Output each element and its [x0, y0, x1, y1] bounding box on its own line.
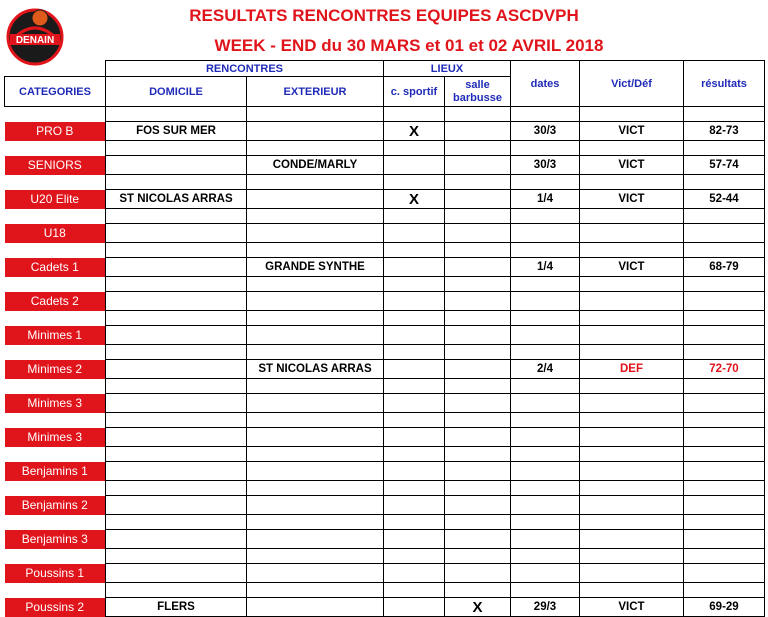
exterieur-cell — [247, 462, 384, 481]
spacer-cell — [580, 481, 684, 496]
header-salle-barbusse: salle barbusse — [445, 77, 511, 107]
c-sportif-cell — [384, 258, 445, 277]
domicile-cell — [106, 292, 247, 311]
spacer-cell — [445, 345, 511, 360]
category-cell: Minimes 1 — [5, 326, 106, 345]
exterieur-cell: GRANDE SYNTHE — [247, 258, 384, 277]
spacer-cell — [5, 243, 106, 258]
spacer-cell — [106, 379, 247, 394]
spacer-cell — [106, 447, 247, 462]
table-spacer-row — [5, 311, 765, 326]
category-cell: Minimes 3 — [5, 394, 106, 413]
spacer-cell — [684, 345, 765, 360]
category-cell: Minimes 3 — [5, 428, 106, 447]
date-cell: 1/4 — [511, 258, 580, 277]
spacer-cell — [684, 447, 765, 462]
c-sportif-cell — [384, 496, 445, 515]
spacer-cell — [384, 277, 445, 292]
spacer-cell — [511, 107, 580, 122]
spacer-cell — [445, 243, 511, 258]
vict-def-cell: VICT — [580, 122, 684, 141]
spacer-cell — [247, 141, 384, 156]
category-cell: U20 Elite — [5, 190, 106, 209]
table-spacer-row — [5, 243, 765, 258]
spacer-cell — [511, 243, 580, 258]
date-cell: 30/3 — [511, 156, 580, 175]
spacer-cell — [5, 515, 106, 530]
salle-barbusse-cell — [445, 156, 511, 175]
table-spacer-row — [5, 583, 765, 598]
table-row — [5, 258, 765, 277]
result-cell: 69-29 — [684, 598, 765, 617]
spacer-cell — [684, 379, 765, 394]
exterieur-cell — [247, 292, 384, 311]
category-cell: U18 — [5, 224, 106, 243]
table-row — [5, 462, 765, 481]
domicile-cell — [106, 224, 247, 243]
vict-def-cell: VICT — [580, 258, 684, 277]
spacer-cell — [511, 209, 580, 224]
header-rencontres: RENCONTRES — [106, 61, 384, 77]
category-cell: PRO B — [5, 122, 106, 141]
exterieur-cell — [247, 428, 384, 447]
date-cell — [511, 462, 580, 481]
date-cell: 1/4 — [511, 190, 580, 209]
salle-barbusse-cell — [445, 530, 511, 549]
spacer-cell — [511, 515, 580, 530]
spacer-cell — [511, 277, 580, 292]
spacer-cell — [580, 447, 684, 462]
c-sportif-cell — [384, 530, 445, 549]
spacer-cell — [247, 277, 384, 292]
spacer-cell — [445, 549, 511, 564]
category-cell: Poussins 2 — [5, 598, 106, 617]
spacer-cell — [511, 583, 580, 598]
spacer-cell — [5, 209, 106, 224]
page-title: RESULTATS RENCONTRES EQUIPES ASCDVPH — [189, 6, 579, 25]
spacer-cell — [384, 243, 445, 258]
spacer-cell — [5, 311, 106, 326]
category-cell: Poussins 1 — [5, 564, 106, 583]
spacer-cell — [445, 311, 511, 326]
table-spacer-row — [5, 107, 765, 122]
spacer-cell — [106, 175, 247, 190]
spacer-cell — [580, 379, 684, 394]
spacer-cell — [247, 175, 384, 190]
table-spacer-row — [5, 413, 765, 428]
spacer-cell — [684, 277, 765, 292]
date-cell — [511, 394, 580, 413]
exterieur-cell: CONDE/MARLY — [247, 156, 384, 175]
salle-barbusse-cell — [445, 462, 511, 481]
domicile-cell — [106, 530, 247, 549]
date-cell — [511, 564, 580, 583]
spacer-cell — [511, 141, 580, 156]
result-cell — [684, 530, 765, 549]
exterieur-cell — [247, 122, 384, 141]
spacer-cell — [247, 311, 384, 326]
spacer-cell — [384, 549, 445, 564]
vict-def-cell: VICT — [580, 156, 684, 175]
table-row — [5, 496, 765, 515]
spacer-cell — [445, 175, 511, 190]
salle-barbusse-cell: X — [445, 598, 511, 617]
spacer-cell — [445, 447, 511, 462]
spacer-cell — [5, 141, 106, 156]
salle-barbusse-cell — [445, 122, 511, 141]
salle-barbusse-cell — [445, 190, 511, 209]
spacer-cell — [106, 481, 247, 496]
table-spacer-row — [5, 447, 765, 462]
page-subtitle: WEEK - END du 30 MARS et 01 et 02 AVRIL 2018 — [214, 36, 604, 55]
header-domicile: DOMICILE — [106, 77, 247, 107]
spacer-cell — [511, 447, 580, 462]
spacer-cell — [106, 107, 247, 122]
spacer-cell — [247, 413, 384, 428]
domicile-cell — [106, 394, 247, 413]
spacer-cell — [5, 379, 106, 394]
spacer-cell — [106, 413, 247, 428]
domicile-cell — [106, 156, 247, 175]
date-cell — [511, 428, 580, 447]
table-spacer-row — [5, 345, 765, 360]
category-cell: Cadets 2 — [5, 292, 106, 311]
spacer-cell — [106, 515, 247, 530]
vict-def-cell — [580, 462, 684, 481]
table-row — [5, 224, 765, 243]
table-row — [5, 326, 765, 345]
header-dates: dates — [511, 61, 580, 107]
spacer-cell — [106, 345, 247, 360]
spacer-cell — [580, 175, 684, 190]
domicile-cell — [106, 428, 247, 447]
spacer-cell — [384, 311, 445, 326]
spacer-cell — [384, 141, 445, 156]
spacer-cell — [445, 515, 511, 530]
spacer-cell — [511, 379, 580, 394]
spacer-cell — [5, 447, 106, 462]
spacer-cell — [511, 175, 580, 190]
spacer-cell — [445, 379, 511, 394]
spacer-cell — [247, 583, 384, 598]
spacer-cell — [580, 583, 684, 598]
spacer-cell — [684, 311, 765, 326]
table-row — [5, 360, 765, 379]
spacer-cell — [384, 481, 445, 496]
salle-barbusse-cell — [445, 428, 511, 447]
result-cell: 68-79 — [684, 258, 765, 277]
vict-def-cell: DEF — [580, 360, 684, 379]
result-cell — [684, 292, 765, 311]
table-spacer-row — [5, 209, 765, 224]
domicile-cell — [106, 326, 247, 345]
spacer-cell — [445, 481, 511, 496]
spacer-cell — [445, 413, 511, 428]
spacer-cell — [106, 141, 247, 156]
spacer-cell — [511, 549, 580, 564]
spacer-cell — [106, 277, 247, 292]
table-spacer-row — [5, 277, 765, 292]
spacer-cell — [511, 413, 580, 428]
spacer-cell — [5, 413, 106, 428]
table-row — [5, 530, 765, 549]
result-cell: 82-73 — [684, 122, 765, 141]
exterieur-cell: ST NICOLAS ARRAS — [247, 360, 384, 379]
date-cell — [511, 530, 580, 549]
table-row — [5, 156, 765, 175]
spacer-cell — [580, 549, 684, 564]
category-cell: SENIORS — [5, 156, 106, 175]
salle-barbusse-cell — [445, 360, 511, 379]
spacer-cell — [684, 209, 765, 224]
spacer-cell — [247, 243, 384, 258]
table-spacer-row — [5, 481, 765, 496]
exterieur-cell — [247, 530, 384, 549]
spacer-cell — [384, 583, 445, 598]
table-row — [5, 598, 765, 617]
table-row — [5, 292, 765, 311]
header-lieux: LIEUX — [384, 61, 511, 77]
c-sportif-cell: X — [384, 122, 445, 141]
category-cell: Benjamins 1 — [5, 462, 106, 481]
spacer-cell — [684, 583, 765, 598]
vict-def-cell — [580, 496, 684, 515]
spacer-cell — [684, 515, 765, 530]
result-cell — [684, 428, 765, 447]
spacer-cell — [580, 413, 684, 428]
spacer-cell — [247, 107, 384, 122]
header-categories: CATEGORIES — [5, 77, 106, 107]
spacer-cell — [445, 209, 511, 224]
vict-def-cell — [580, 326, 684, 345]
category-cell: Benjamins 2 — [5, 496, 106, 515]
spacer-cell — [684, 243, 765, 258]
c-sportif-cell — [384, 462, 445, 481]
spacer-cell — [384, 175, 445, 190]
result-cell — [684, 394, 765, 413]
result-cell: 52-44 — [684, 190, 765, 209]
spacer-cell — [684, 107, 765, 122]
salle-barbusse-cell — [445, 224, 511, 243]
spacer-cell — [5, 175, 106, 190]
c-sportif-cell: X — [384, 190, 445, 209]
date-cell: 2/4 — [511, 360, 580, 379]
spacer-cell — [684, 175, 765, 190]
c-sportif-cell — [384, 428, 445, 447]
domicile-cell: FLERS — [106, 598, 247, 617]
table-spacer-row — [5, 175, 765, 190]
result-cell — [684, 496, 765, 515]
c-sportif-cell — [384, 598, 445, 617]
vict-def-cell — [580, 530, 684, 549]
domicile-cell — [106, 258, 247, 277]
spacer-cell — [580, 141, 684, 156]
exterieur-cell — [247, 326, 384, 345]
spacer-cell — [580, 277, 684, 292]
exterieur-cell — [247, 598, 384, 617]
salle-barbusse-cell — [445, 496, 511, 515]
spacer-cell — [384, 209, 445, 224]
date-cell — [511, 224, 580, 243]
domicile-cell — [106, 360, 247, 379]
spacer-cell — [445, 107, 511, 122]
spacer-cell — [511, 345, 580, 360]
spacer-cell — [684, 549, 765, 564]
header-exterieur: EXTERIEUR — [247, 77, 384, 107]
table-row — [5, 394, 765, 413]
spacer-cell — [5, 583, 106, 598]
spacer-cell — [445, 277, 511, 292]
date-cell — [511, 496, 580, 515]
spacer-cell — [5, 481, 106, 496]
exterieur-cell — [247, 496, 384, 515]
spacer-cell — [247, 549, 384, 564]
exterieur-cell — [247, 190, 384, 209]
salle-barbusse-cell — [445, 564, 511, 583]
result-cell — [684, 462, 765, 481]
spacer-cell — [106, 583, 247, 598]
spacer-cell — [580, 209, 684, 224]
spacer-cell — [247, 345, 384, 360]
vict-def-cell — [580, 394, 684, 413]
table-row — [5, 564, 765, 583]
date-cell: 30/3 — [511, 122, 580, 141]
spacer-cell — [580, 243, 684, 258]
category-cell: Minimes 2 — [5, 360, 106, 379]
spacer-cell — [5, 107, 106, 122]
spacer-cell — [511, 311, 580, 326]
spacer-cell — [247, 379, 384, 394]
spacer-cell — [5, 345, 106, 360]
spacer-cell — [580, 311, 684, 326]
exterieur-cell — [247, 394, 384, 413]
table-spacer-row — [5, 515, 765, 530]
result-cell — [684, 326, 765, 345]
vict-def-cell — [580, 224, 684, 243]
result-cell — [684, 564, 765, 583]
spacer-cell — [106, 549, 247, 564]
spacer-cell — [580, 515, 684, 530]
logo-text: DENAIN — [15, 35, 55, 46]
salle-barbusse-cell — [445, 292, 511, 311]
domicile-cell: ST NICOLAS ARRAS — [106, 190, 247, 209]
spacer-cell — [247, 447, 384, 462]
date-cell — [511, 326, 580, 345]
spacer-cell — [384, 413, 445, 428]
c-sportif-cell — [384, 394, 445, 413]
c-sportif-cell — [384, 326, 445, 345]
date-cell: 29/3 — [511, 598, 580, 617]
header-resultats: résultats — [684, 61, 765, 107]
spacer-cell — [384, 345, 445, 360]
spacer-cell — [106, 243, 247, 258]
spacer-cell — [445, 583, 511, 598]
header-vict-def: Vict/Déf — [580, 61, 684, 107]
table-spacer-row — [5, 141, 765, 156]
table-row — [5, 428, 765, 447]
c-sportif-cell — [384, 292, 445, 311]
vict-def-cell — [580, 292, 684, 311]
domicile-cell — [106, 462, 247, 481]
result-cell: 72-70 — [684, 360, 765, 379]
spacer-cell — [247, 209, 384, 224]
spacer-cell — [684, 141, 765, 156]
c-sportif-cell — [384, 224, 445, 243]
vict-def-cell — [580, 564, 684, 583]
table-spacer-row — [5, 549, 765, 564]
spacer-cell — [384, 515, 445, 530]
spacer-cell — [580, 345, 684, 360]
spacer-cell — [5, 277, 106, 292]
spacer-cell — [684, 481, 765, 496]
vict-def-cell — [580, 428, 684, 447]
spacer-cell — [511, 481, 580, 496]
spacer-cell — [106, 209, 247, 224]
result-cell: 57-74 — [684, 156, 765, 175]
spacer-cell — [445, 141, 511, 156]
spacer-cell — [247, 515, 384, 530]
spacer-cell — [5, 549, 106, 564]
category-cell: Cadets 1 — [5, 258, 106, 277]
spacer-cell — [384, 379, 445, 394]
spacer-cell — [247, 481, 384, 496]
spacer-cell — [106, 311, 247, 326]
spacer-cell — [684, 413, 765, 428]
domicile-cell — [106, 496, 247, 515]
salle-barbusse-cell — [445, 326, 511, 345]
table-spacer-row — [5, 379, 765, 394]
exterieur-cell — [247, 564, 384, 583]
exterieur-cell — [247, 224, 384, 243]
c-sportif-cell — [384, 564, 445, 583]
results-table — [4, 60, 765, 617]
table-row — [5, 190, 765, 209]
header-c-sportif: c. sportif — [384, 77, 445, 107]
vict-def-cell: VICT — [580, 190, 684, 209]
category-cell: Benjamins 3 — [5, 530, 106, 549]
vict-def-cell: VICT — [580, 598, 684, 617]
salle-barbusse-cell — [445, 394, 511, 413]
spacer-cell — [384, 447, 445, 462]
result-cell — [684, 224, 765, 243]
domicile-cell — [106, 564, 247, 583]
table-row — [5, 122, 765, 141]
date-cell — [511, 292, 580, 311]
domicile-cell: FOS SUR MER — [106, 122, 247, 141]
salle-barbusse-cell — [445, 258, 511, 277]
spacer-cell — [580, 107, 684, 122]
spacer-cell — [384, 107, 445, 122]
c-sportif-cell — [384, 360, 445, 379]
c-sportif-cell — [384, 156, 445, 175]
